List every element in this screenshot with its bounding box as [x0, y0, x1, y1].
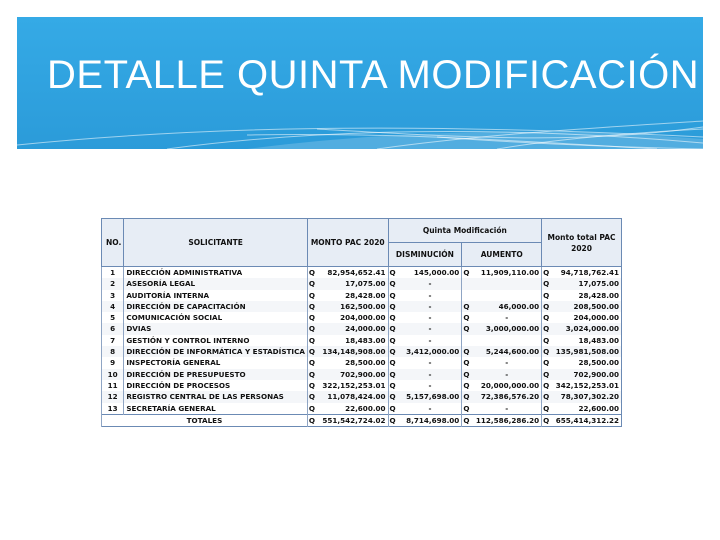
currency-symbol: Q: [307, 312, 319, 323]
totals-row: [102, 414, 622, 426]
row-disminucion: -: [428, 313, 432, 323]
title-banner: [17, 17, 703, 149]
currency-symbol: Q: [307, 335, 319, 346]
currency-symbol: Q: [307, 414, 319, 426]
currency-symbol: Q: [542, 290, 553, 301]
row-disminucion: 3,412,000.00: [406, 347, 460, 357]
row-number: 9: [102, 357, 124, 368]
table-body: [102, 267, 622, 427]
row-disminucion: -: [428, 290, 432, 300]
currency-symbol: Q: [388, 380, 399, 391]
currency-symbol: Q: [542, 380, 553, 391]
row-monto-total: 18,483.00: [578, 335, 619, 345]
currency-symbol: Q: [462, 312, 473, 323]
currency-symbol: Q: [542, 403, 553, 415]
budget-table-container: [101, 218, 622, 427]
row-solicitante: DVIAS: [124, 323, 308, 334]
row-solicitante: DIRECCIÓN DE PROCESOS: [124, 380, 308, 391]
currency-symbol: Q: [307, 278, 319, 289]
row-aumento: -: [505, 358, 509, 368]
row-disminucion: -: [428, 324, 432, 334]
currency-symbol: [462, 278, 473, 289]
row-monto-pac: 28,500.00: [345, 358, 386, 368]
currency-symbol: Q: [388, 357, 399, 368]
currency-symbol: Q: [462, 380, 473, 391]
header-no: NO.: [102, 219, 124, 267]
row-solicitante: DIRECCIÓN DE INFORMÁTICA Y ESTADÍSTICA: [124, 346, 308, 357]
currency-symbol: [462, 290, 473, 301]
row-disminucion: -: [428, 301, 432, 311]
currency-symbol: Q: [542, 301, 553, 312]
table-row: [102, 278, 622, 289]
row-solicitante: COMUNICACIÓN SOCIAL: [124, 312, 308, 323]
table-row: [102, 346, 622, 357]
row-monto-pac: 17,075.00: [345, 279, 386, 289]
row-aumento: [472, 278, 541, 289]
currency-symbol: Q: [542, 357, 553, 368]
row-monto-pac: 702,900.00: [340, 369, 386, 379]
row-aumento: 11,909,110.00: [480, 268, 540, 277]
table-row: [102, 335, 622, 346]
row-monto-total: 17,075.00: [578, 279, 619, 289]
row-monto-pac: 11,078,424.00: [327, 392, 386, 402]
table-row: [102, 403, 622, 415]
currency-symbol: Q: [542, 369, 553, 380]
row-monto-pac: 18,483.00: [345, 335, 386, 345]
row-disminucion: -: [428, 369, 432, 379]
row-disminucion: -: [428, 380, 432, 390]
row-number: 12: [102, 391, 124, 402]
row-solicitante: SECRETARÍA GENERAL: [124, 403, 308, 415]
row-number: 8: [102, 346, 124, 357]
currency-symbol: Q: [307, 391, 319, 402]
table-row: [102, 369, 622, 380]
row-aumento: [472, 290, 541, 301]
row-number: 7: [102, 335, 124, 346]
currency-symbol: Q: [462, 391, 473, 402]
currency-symbol: Q: [542, 346, 553, 357]
row-number: 3: [102, 290, 124, 301]
currency-symbol: Q: [462, 403, 473, 415]
row-number: 5: [102, 312, 124, 323]
row-aumento: [472, 335, 541, 346]
row-solicitante: DIRECCIÓN ADMINISTRATIVA: [124, 267, 308, 279]
header-aumento: AUMENTO: [462, 243, 542, 267]
row-disminucion: -: [428, 403, 432, 413]
row-number: 1: [102, 267, 124, 279]
row-number: 2: [102, 278, 124, 289]
row-monto-pac: 24,000.00: [345, 324, 386, 334]
row-monto-total: 204,000.00: [573, 313, 619, 323]
totals-label: TOTALES: [102, 414, 308, 426]
currency-symbol: Q: [307, 357, 319, 368]
row-monto-total: 22,600.00: [578, 403, 619, 413]
row-aumento: -: [505, 403, 509, 413]
currency-symbol: Q: [462, 323, 473, 334]
totals-monto-pac: 551,542,724.02: [319, 414, 388, 426]
row-monto-total: 28,500.00: [578, 358, 619, 368]
row-aumento: 5,244,600.00: [485, 347, 540, 357]
currency-symbol: Q: [542, 414, 553, 426]
table-row: [102, 312, 622, 323]
row-number: 11: [102, 380, 124, 391]
currency-symbol: Q: [307, 346, 319, 357]
row-aumento: 20,000,000.00: [480, 380, 540, 390]
row-aumento: -: [505, 369, 509, 379]
header-solicitante: SOLICITANTE: [124, 219, 308, 267]
row-monto-pac: 28,428.00: [345, 290, 386, 300]
row-monto-total: 208,500.00: [573, 301, 619, 311]
totals-aumento: 112,586,286.20: [472, 414, 541, 426]
row-monto-total: 702,900.00: [573, 369, 619, 379]
row-solicitante: ASESORÍA LEGAL: [124, 278, 308, 289]
row-solicitante: DIRECCIÓN DE PRESUPUESTO: [124, 369, 308, 380]
row-aumento: 46,000.00: [498, 301, 540, 311]
row-number: 6: [102, 323, 124, 334]
row-monto-total: 78,307,302.20: [560, 392, 619, 402]
totals-disminucion: 8,714,698.00: [399, 414, 462, 426]
currency-symbol: Q: [462, 369, 473, 380]
currency-symbol: Q: [388, 278, 399, 289]
currency-symbol: Q: [542, 335, 553, 346]
currency-symbol: Q: [307, 267, 319, 279]
header-monto-total: [542, 219, 622, 267]
table-row: [102, 290, 622, 301]
currency-symbol: Q: [542, 312, 553, 323]
row-monto-pac: 82,954,652.41: [327, 268, 386, 277]
currency-symbol: Q: [542, 267, 553, 279]
currency-symbol: Q: [388, 323, 399, 334]
currency-symbol: Q: [388, 312, 399, 323]
table-row: [102, 323, 622, 334]
currency-symbol: Q: [542, 278, 553, 289]
header-quinta-modificacion: Quinta Modificación: [388, 219, 542, 243]
row-number: 13: [102, 403, 124, 415]
currency-symbol: Q: [307, 369, 319, 380]
currency-symbol: Q: [307, 380, 319, 391]
currency-symbol: Q: [388, 301, 399, 312]
row-number: 10: [102, 369, 124, 380]
row-solicitante: INSPECTORÍA GENERAL: [124, 357, 308, 368]
row-monto-pac: 322,152,253.01: [322, 380, 386, 390]
budget-table: [101, 218, 622, 427]
currency-symbol: Q: [388, 290, 399, 301]
currency-symbol: Q: [462, 357, 473, 368]
row-monto-total: 135,981,508.00: [555, 347, 619, 357]
currency-symbol: Q: [388, 346, 399, 357]
slide-title: DETALLE QUINTA MODIFICACIÓN: [47, 53, 700, 97]
row-disminucion: -: [428, 358, 432, 368]
currency-symbol: Q: [307, 301, 319, 312]
row-monto-pac: 134,148,908.00: [322, 347, 386, 357]
row-number: 4: [102, 301, 124, 312]
row-aumento: 72,386,576.20: [480, 392, 540, 402]
header-monto-total-line1: Monto total PAC: [547, 232, 616, 242]
table-row: [102, 267, 622, 279]
header-monto-total-line2: 2020: [571, 243, 592, 253]
currency-symbol: [462, 335, 473, 346]
row-solicitante: GESTIÓN Y CONTROL INTERNO: [124, 335, 308, 346]
row-monto-pac: 204,000.00: [340, 313, 386, 323]
table-row: [102, 301, 622, 312]
row-monto-total: 94,718,762.41: [560, 268, 619, 277]
row-solicitante: REGISTRO CENTRAL DE LAS PERSONAS: [124, 391, 308, 402]
row-monto-total: 28,428.00: [578, 290, 619, 300]
header-disminucion: DISMINUCIÓN: [388, 243, 462, 267]
currency-symbol: Q: [462, 267, 473, 279]
currency-symbol: Q: [307, 290, 319, 301]
currency-symbol: Q: [307, 403, 319, 415]
row-aumento: 3,000,000.00: [485, 324, 540, 334]
row-monto-pac: 22,600.00: [345, 403, 386, 413]
row-monto-total: 3,024,000.00: [565, 324, 619, 334]
totals-monto-total: 655,414,312.22: [552, 414, 621, 426]
currency-symbol: Q: [462, 301, 473, 312]
row-monto-total: 342,152,253.01: [555, 380, 619, 390]
row-disminucion: 5,157,698.00: [406, 392, 460, 402]
currency-symbol: Q: [542, 391, 553, 402]
currency-symbol: Q: [388, 403, 399, 415]
currency-symbol: Q: [307, 323, 319, 334]
currency-symbol: Q: [542, 323, 553, 334]
currency-symbol: Q: [462, 346, 473, 357]
currency-symbol: Q: [388, 391, 399, 402]
row-solicitante: DIRECCIÓN DE CAPACITACIÓN: [124, 301, 308, 312]
currency-symbol: Q: [462, 414, 473, 426]
currency-symbol: Q: [388, 369, 399, 380]
currency-symbol: Q: [388, 414, 399, 426]
table-row: [102, 391, 622, 402]
table-row: [102, 357, 622, 368]
currency-symbol: Q: [388, 267, 399, 279]
table-row: [102, 380, 622, 391]
currency-symbol: Q: [388, 335, 399, 346]
row-disminucion: 145,000.00: [413, 268, 460, 277]
row-aumento: -: [505, 313, 509, 323]
row-disminucion: -: [428, 335, 432, 345]
row-solicitante: AUDITORÍA INTERNA: [124, 290, 308, 301]
row-disminucion: -: [428, 279, 432, 289]
header-monto-pac: MONTO PAC 2020: [307, 219, 388, 267]
row-monto-pac: 162,500.00: [340, 301, 386, 311]
